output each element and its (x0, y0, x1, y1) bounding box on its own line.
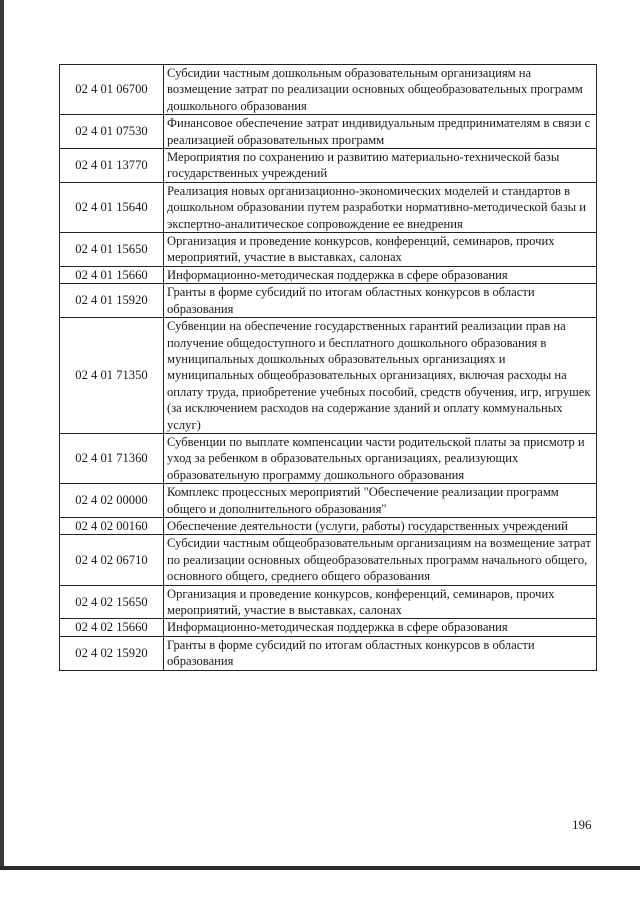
code-cell: 02 4 01 13770 (60, 149, 164, 183)
table-row (60, 182, 597, 232)
code-cell: 02 4 02 15660 (60, 619, 164, 636)
description-cell: Обеспечение деятельности (услуги, работы) государственных учреждений (164, 517, 597, 534)
code-cell: 02 4 02 15650 (60, 585, 164, 619)
code-cell: 02 4 01 71360 (60, 433, 164, 483)
code-cell: 02 4 02 06710 (60, 535, 164, 585)
code-cell: 02 4 02 15920 (60, 636, 164, 670)
description-cell: Организация и проведение конкурсов, конференций, семинаров, прочих мероприятий, участие в выставках, салонах (164, 585, 597, 619)
table-row (60, 619, 597, 636)
description-cell: Мероприятия по сохранению и развитию материально-технической базы государственных учреждений (164, 149, 597, 183)
table-row (60, 433, 597, 483)
description-cell: Субсидии частным общеобразовательным организациям на возмещение затрат по реализации основных общеобразовательных программ начального общего, основного общего, среднего общего образования (164, 535, 597, 585)
code-cell: 02 4 02 00160 (60, 517, 164, 534)
code-cell: 02 4 01 15650 (60, 233, 164, 267)
table-row (60, 318, 597, 434)
code-cell: 02 4 01 71350 (60, 318, 164, 434)
table-row (60, 517, 597, 534)
scan-left-edge (0, 0, 4, 868)
table-row (60, 636, 597, 670)
description-cell: Организация и проведение конкурсов, конференций, семинаров, прочих мероприятий, участие в выставках, салонах (164, 233, 597, 267)
table-row (60, 585, 597, 619)
scan-bottom-edge (0, 866, 640, 870)
description-cell: Информационно-методическая поддержка в сфере образования (164, 266, 597, 283)
description-cell: Гранты в форме субсидий по итогам областных конкурсов в области образования (164, 284, 597, 318)
code-cell: 02 4 02 00000 (60, 484, 164, 518)
table-row (60, 149, 597, 183)
description-cell: Комплекс процессных мероприятий "Обеспечение реализации программ общего и дополнительного образования" (164, 484, 597, 518)
code-cell: 02 4 01 06700 (60, 65, 164, 115)
table-row (60, 233, 597, 267)
description-cell: Субвенции на обеспечение государственных гарантий реализации прав на получение общедоступного и бесплатного дошкольного образования в муниципальных дошкольных образовательных организациях и муниципальных общеобразовательных организациях, включая расходы на оплату труда, приобретение учебных пособий, средств обучения, игр, игрушек (за исключением расходов на содержание зданий и оплату коммунальных услуг) (164, 318, 597, 434)
description-cell: Информационно-методическая поддержка в сфере образования (164, 619, 597, 636)
table-row (60, 266, 597, 283)
table-row (60, 115, 597, 149)
table-row (60, 284, 597, 318)
code-cell: 02 4 01 15640 (60, 182, 164, 232)
table-row (60, 484, 597, 518)
description-cell: Субсидии частным дошкольным образовательным организациям на возмещение затрат по реализации основных общеобразовательных программ дошкольного образования (164, 65, 597, 115)
description-cell: Финансовое обеспечение затрат индивидуальным предпринимателям в связи с реализацией образовательных программ (164, 115, 597, 149)
code-cell: 02 4 01 15660 (60, 266, 164, 283)
description-cell: Гранты в форме субсидий по итогам областных конкурсов в области образования (164, 636, 597, 670)
code-cell: 02 4 01 15920 (60, 284, 164, 318)
budget-codes-table (59, 64, 597, 671)
code-cell: 02 4 01 07530 (60, 115, 164, 149)
page-number: 196 (572, 817, 592, 832)
table-row (60, 535, 597, 585)
table-row (60, 65, 597, 115)
description-cell: Субвенции по выплате компенсации части родительской платы за присмотр и уход за ребенком в образовательных организациях, реализующих образовательную программу дошкольного образования (164, 433, 597, 483)
description-cell: Реализация новых организационно-экономических моделей и стандартов в дошкольном образовании путем разработки нормативно-методической базы и экспертно-аналитическое сопровождение ее внедрения (164, 182, 597, 232)
